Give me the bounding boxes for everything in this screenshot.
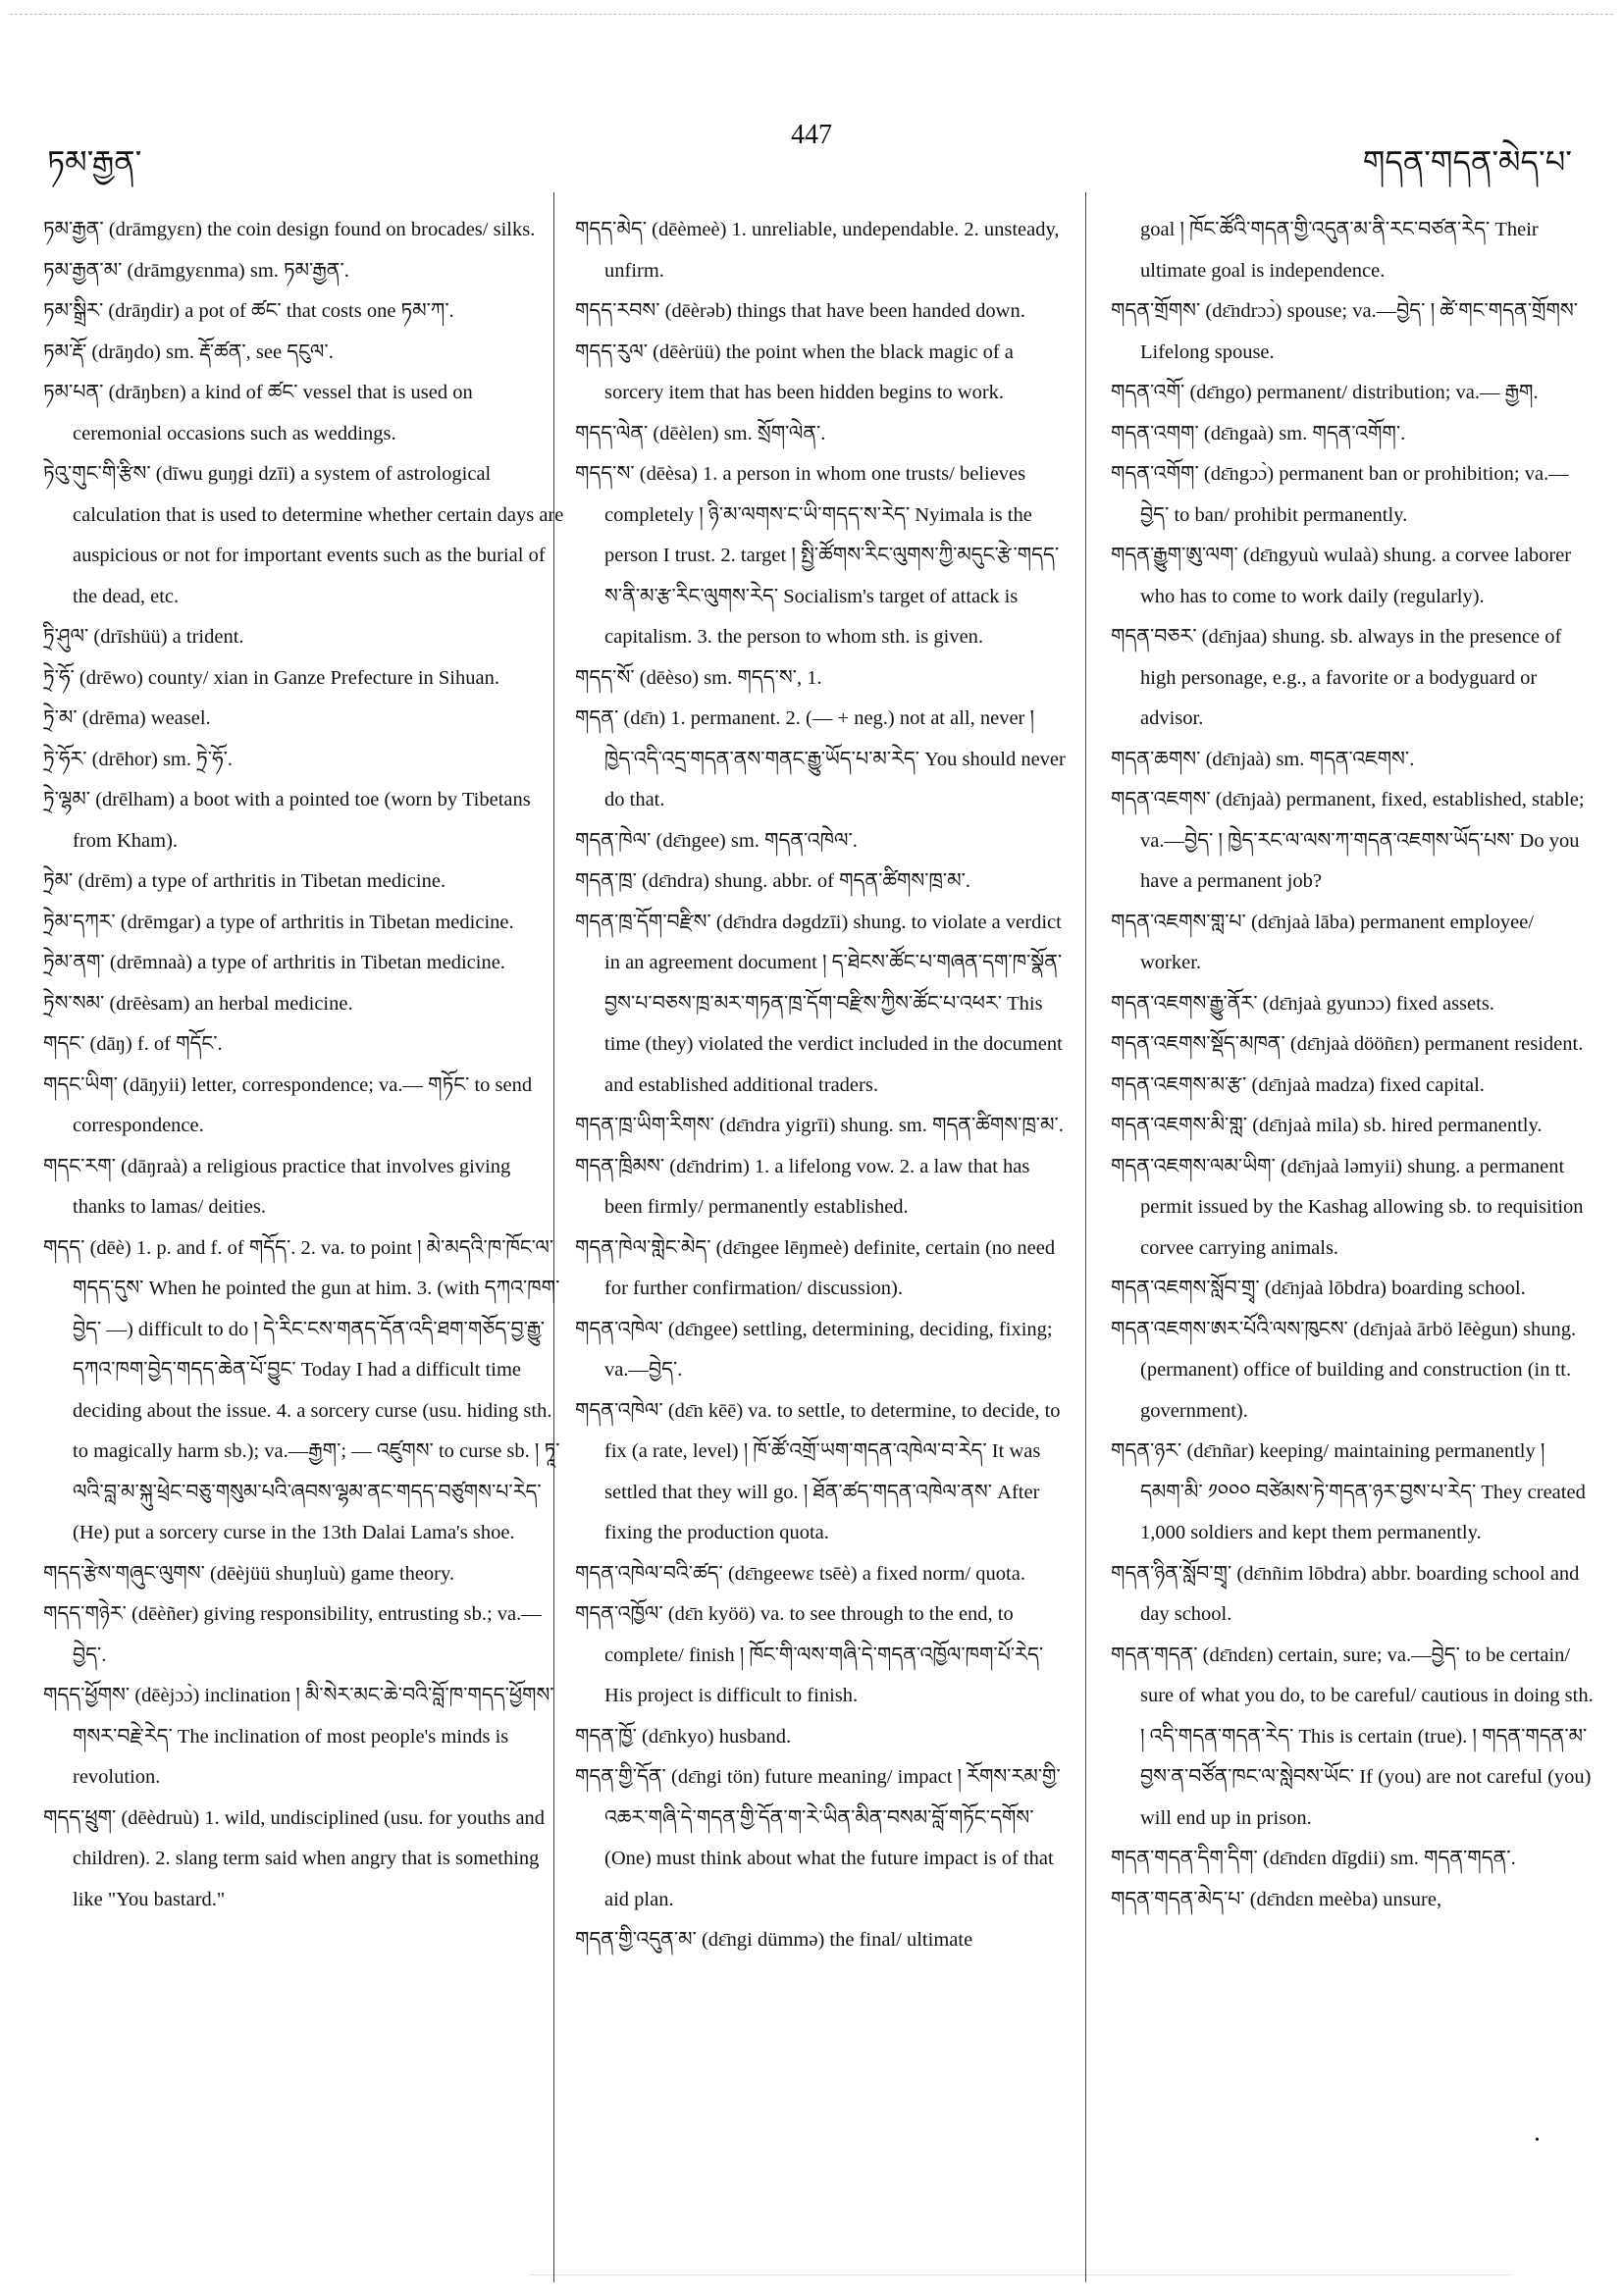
dictionary-entry: གདད་གཉེར་ (dēèñer) giving responsibility, entrusting sb.; va.—བྱེད་. (43, 1603, 542, 1666)
dictionary-entry: གདན་ཉིན་སློབ་གྲྭ་ (dɛ̄nñim lōbdra) abbr. boarding school and day school. (1111, 1562, 1580, 1625)
column-divider (1085, 192, 1086, 2282)
dictionary-entry: ཏྲེམ་ (drēm) a type of arthritis in Tibetan medicine. (43, 870, 446, 892)
dictionary-entry: གདན་ཁྲིམས་ (dɛ̄ndrim) 1. a lifelong vow. 2. a law that has been firmly/ permanently established. (575, 1155, 1030, 1218)
dictionary-entry: ཏམ་པན་ (drāŋbɛn) a kind of ཚང་ vessel that is used on ceremonial occasions such as weddings. (43, 382, 473, 444)
dictionary-entry: གདན་གདན་ (dɛ̄ndɛn) certain, sure; va.—བྱེད་ to be certain/ sure of what you do, to be careful/ cautious in doing sth. ། འདི་གདན་གདན་རེད་ This is certain (true). ། གདན་གདན་མ་བྱས་ན་བཙོན་ཁང་ལ་སླེབས་ཡོང་ If (you) are not careful (you) will end up in prison. (1111, 1644, 1594, 1829)
dictionary-entry: གདན་འཁེལ་ (dɛ̄n kēē) va. to settle, to determine, to decide, to fix (a rate, level) ། ཁོ་ཚོ་འགྲོ་ཡག་གདན་འཁེལ་བ་རེད་ It was settled that they will go. ། ཐོན་ཚད་གདན་འཁེལ་ནས་ After fixing the production quota. (575, 1399, 1061, 1543)
page-number: 447 (791, 120, 832, 150)
dictionary-entry: གདན་ཁྲ་དོག་བརྫིས་ (dɛ̄ndra dəgdzīi) shung. to violate a verdict in an agreement document ། ད་ཐེངས་ཚོང་པ་གཞན་དག་ཁ་སྣོན་བྱས་པ་བཅས་ཁྲ་མར་གཏན་ཁྲ་དོག་བརྫིས་ཀྱིས་ཚོང་པ་འཕར་ This time (they) violated the verdict included in the document and established additional traders. (575, 911, 1063, 1096)
dictionary-entry: གདན་འགོག་ (dɛ̄ngɔɔ̀) permanent ban or prohibition; va.—བྱེད་ to ban/ prohibit permanently. (1111, 463, 1569, 526)
dictionary-entry: གདན་འགག་ (dɛ̄ngaà) sm. གདན་འགོག་. (1111, 422, 1406, 444)
dictionary-entry: གདན་ཁེལ་གླེང་མེད་ (dɛ̄ngee lēŋmeè) definite, certain (no need for further confirmation/ discussion). (575, 1236, 1056, 1299)
dictionary-entry: གདན་འཁེལ་ (dɛ̄ngee) settling, determining, deciding, fixing; va.—བྱེད་. (575, 1318, 1053, 1381)
dictionary-entry: ཏེའུ་གུང་གི་རྩིས་ (dīwu guŋgi dzīi) a system of astrological calculation that is used to determine whether certain days are auspicious or not for important events such as the burial of the dead, etc. (43, 463, 564, 607)
dictionary-entry: གདན་གདན་དིག་དིག་ (dɛ̄ndɛn dīgdii) sm. གདན་གདན་. (1111, 1848, 1516, 1869)
dictionary-entry: གདན་ཉར་ (dɛ̄nñar) keeping/ maintaining permanently ། དམག་མི་ ༡༠༠༠ བཙེམས་ཏེ་གདན་ཉར་བྱས་པ་རེད་ They created 1,000 soldiers and kept them permanently. (1111, 1440, 1586, 1543)
dictionary-entry: གདན་གྱི་དོན་ (dɛ̄ngi tön) future meaning/ impact ། རོགས་རམ་གྱི་འཆར་གཞི་དེ་གདན་གྱི་དོན་ག་རེ་ཡིན་མིན་བསམ་བློ་གཏོང་དགོས་ (One) must think about what the future impact is of that aid plan. (575, 1766, 1061, 1910)
dictionary-entry: གདན་བཅར་ (dɛ̄njaa) shung. sb. always in the presence of high personage, e.g., a favorite or a bodyguard or advisor. (1111, 626, 1562, 729)
dictionary-entry: གདན་འཇགས་ལམ་ཡིག་ (dɛ̄njaà ləmyii) shung. a permanent permit issued by the Kashag allowing sb. to requisition corvee carrying animals. (1111, 1155, 1584, 1259)
dictionary-entry: གདན་འཁེལ་བའི་ཚད་ (dɛ̄ngeewɛ tsēè) a fixed norm/ quota. (575, 1562, 1025, 1585)
dictionary-entry: གདན་འཇགས་ (dɛ̄njaà) permanent, fixed, established, stable; va.—བྱེད་ ། ཁྱེད་རང་ལ་ལས་ཀ་གདན་འཇགས་ཡོད་པས་ Do you have a permanent job? (1111, 789, 1585, 892)
dictionary-entry: ཏྲེམ་ནག་ (drēmnaà) a type of arthritis in Tibetan medicine. (43, 952, 505, 973)
dictionary-entry: གདད་ས་ (dēèsa) 1. a person in whom one trusts/ believes completely ། ཉི་མ་ལགས་ང་ཡི་གདད་ས་རེད་ Nyimala is the person I trust. 2. target ། སྤྱི་ཚོགས་རིང་ལུགས་ཀྱི་མདུང་རྩེ་གདད་ས་ནི་མ་རྩ་རིང་ལུགས་རེད་ Socialism's target of attack is capitalism. 3. the person to whom sth. is given. (575, 463, 1060, 648)
dictionary-entry: གདན་གྲོགས་ (dɛ̄ndrɔɔ̀) spouse; va.—བྱེད་ ། ཚེ་གང་གདན་གྲོགས་ Lifelong spouse. (1111, 300, 1579, 363)
dictionary-column-1 (43, 210, 565, 2261)
dictionary-entry: གདད་རུལ་ (dēèrüü) the point when the black magic of a sorcery item that has been hidden begins to work. (575, 340, 1014, 403)
dictionary-entry: གདན་གྱི་འདུན་མ་ (dɛ̄ngi dümmə) the final/ ultimate (575, 1929, 973, 1951)
dictionary-entry: གདན་འཇགས་སློབ་གྲྭ་ (dɛ̄njaà lōbdra) boarding school. (1111, 1278, 1526, 1299)
dictionary-entry: goal ། ཁོང་ཚོའི་གདན་གྱི་འདུན་མ་ནི་རང་བཙན་རེད་ Their ultimate goal is independence. (1140, 219, 1539, 282)
dictionary-entry: གདང་ (dāŋ) f. of གདོང་. (43, 1033, 223, 1055)
dictionary-entry: གདད་ཕྲུག་ (dēèdruù) 1. wild, undisciplined (usu. for youths and children). 2. slang term said when angry that is something like "You bastard." (43, 1806, 546, 1910)
dictionary-entry: གདད་ལེན་ (dēèlen) sm. སྲོག་ལེན་. (575, 422, 826, 444)
dictionary-entry: གདན་འཇགས་མ་རྩ་ (dɛ̄njaà madza) fixed capital. (1111, 1073, 1485, 1096)
dictionary-entry: གདན་ཁྲ་ཡིག་རིགས་ (dɛ̄ndra yigrīi) shung. sm. གདན་ཚིགས་ཁྲ་མ་. (575, 1115, 1064, 1136)
dictionary-entry: ཏྲེས་སམ་ (drēèsam) an herbal medicine. (43, 992, 353, 1015)
dictionary-entry: གདན་འཁྱོལ་ (dɛ̄n kyöö) va. to see through to the end, to complete/ finish ། ཁོང་གི་ལས་གཞི་དེ་གདན་འཁྱོལ་ཁག་པོ་རེད་ His project is difficult to finish. (575, 1603, 1044, 1706)
dictionary-entry: གདན་ (dɛ̄n) 1. permanent. 2. (— + neg.) not at all, never ། ཁྱེད་འདི་འདྲ་གདན་ནས་གནང་རྒྱུ་ཡོད་པ་མ་རེད་ You should never do that. (575, 707, 1066, 810)
dictionary-entry: གདན་ཆགས་ (dɛ̄njaà) sm. གདན་འཇགས་. (1111, 748, 1415, 770)
dictionary-entry: གདན་ཁེལ་ (dɛ̄ngee) sm. གདན་འཁེལ་. (575, 829, 858, 852)
dictionary-entry: ཏྲེ་མ་ (drēma) weasel. (43, 707, 211, 729)
dictionary-entry: གདད་རྩེས་གཞུང་ལུགས་ (dēèjüü shuŋluù) game theory. (43, 1562, 455, 1585)
dictionary-entry: གདན་རྒྱུག་ཨུ་ལག་ (dɛ̄ngyuù wulaà) shung. a corvee laborer who has to come to work daily (regularly). (1111, 545, 1572, 607)
dictionary-entry: གདད་མེད་ (dēèmeè) 1. unreliable, undependable. 2. unsteady, unfirm. (575, 219, 1060, 282)
dictionary-entry: ཏྲེ་ཧོར་ (drēhor) sm. ཏྲེ་ཧོ་. (43, 748, 234, 770)
dictionary-entry: ཏྲི་ཤུལ་ (drīshüü) a trident. (43, 626, 244, 648)
dictionary-column-2 (575, 210, 1066, 2261)
dictionary-entry: ཏྲེམ་དཀར་ (drēmgar) a type of arthritis in Tibetan medicine. (43, 911, 514, 933)
dictionary-entry: གདན་འཇགས་རྒྱུ་ནོར་ (dɛ̄njaà gyunɔɔ) fixed assets. (1111, 992, 1494, 1015)
dictionary-entry: གདད་ (dēè) 1. p. and f. of གདོད་. 2. va. to point ། མེ་མདའི་ཁ་ཁོང་ལ་གདད་དུས་ When he pointed the gun at him. 3. (with དཀའ་ཁག་བྱེད་ —) difficult to do ། དེ་རིང་ངས་གནད་དོན་འདི་ཐག་གཅོད་བྱ་རྒྱུ་དཀའ་ཁག་བྱེད་གདད་ཆེན་པོ་བྱུང་ Today I had a difficult time deciding about the issue. 4. a sorcery curse (usu. hiding sth. to magically harm sb.); va.—རྒྱག་; — འཛུགས་ to curse sb. ། ཏཱ་ལའི་བླ་མ་སྐུ་ཕྲེང་བཅུ་གསུམ་པའི་ཞབས་ལྷམ་ནང་གདད་བཙུགས་པ་རེད་ (He) put a sorcery curse in the 13th Dalai Lama's shoe. (43, 1236, 560, 1543)
dictionary-entry: ཏམ་རྒྱན་ (drāmgyɛn) the coin design found on brocades/ silks. (43, 219, 536, 240)
dictionary-entry: གདང་རག་ (dāŋraà) a religious practice that involves giving thanks to lamas/ deities. (43, 1155, 511, 1218)
dictionary-entry: གདན་འཇགས་གླ་པ་ (dɛ̄njaà lāba) permanent employee/ worker. (1111, 911, 1535, 973)
dictionary-entry: གདད་ཕྱོགས་ (dēèjɔɔ̀) inclination ། མི་སེར་མང་ཆེ་བའི་བློ་ཁ་གདད་ཕྱོགས་གསར་བརྗེ་རེད་ The inclination of most people's minds is revolution. (43, 1685, 554, 1788)
dictionary-entry: གདན་འཇགས་མི་གླ་ (dɛ̄njaà mila) sb. hired permanently. (1111, 1115, 1543, 1136)
header-left-guideword: ཏམ་རྒྱན་ (47, 143, 142, 181)
page-top-rule (10, 14, 1613, 15)
dictionary-entry: གདན་ཁྲ་ (dɛ̄ndra) shung. abbr. of གདན་ཚིགས་ཁྲ་མ་. (575, 870, 971, 892)
page-bottom-rule (530, 2274, 1511, 2275)
dictionary-entry: གདན་འཇགས་ཨར་པོའི་ལས་ཁུངས་ (dɛ̄njaà ārbö lēègun) shung. (permanent) office of building and construction (in tt. government). (1111, 1318, 1577, 1422)
dictionary-entry: ཏམ་རྒྱན་མ་ (drāmgyɛnma) sm. ཏམ་རྒྱན་. (43, 259, 349, 282)
dictionary-entry: ཏྲེ་ཧོ་ (drēwo) county/ xian in Ganze Prefecture in Sihuan. (43, 666, 499, 689)
dictionary-entry: ཏམ་སྒྲིར་ (drāŋdir) a pot of ཚང་ that costs one ཏམ་ཀ་. (43, 300, 454, 322)
dictionary-entry: གདན་འགོ་ (dɛ̄ngo) permanent/ distribution; va.— རྒྱག. (1111, 382, 1539, 403)
dictionary-entry: གདང་ཡིག་ (dāŋyii) letter, correspondence; va.— གཏོང་ to send correspondence. (43, 1073, 533, 1136)
dictionary-column-3 (1111, 210, 1594, 2261)
header-right-guideword: གདན་གདན་མེད་པ་ (1362, 143, 1572, 181)
dictionary-entry: གདན་ཁྱོ་ (dɛ̄nkyo) husband. (575, 1725, 792, 1748)
dictionary-entry: གདན་འཇགས་སྡོད་མཁན་ (dɛ̄njaà dööñɛn) permanent resident. (1111, 1033, 1584, 1055)
dictionary-entry: ཏམ་རྡོ་ (drāŋdo) sm. རྡོ་ཚན་, see དངུལ་. (43, 340, 334, 363)
stray-dot: • (1535, 2133, 1540, 2148)
dictionary-entry: གདན་གདན་མེད་པ་ (dɛ̄ndɛn meèba) unsure, (1111, 1888, 1442, 1910)
page-header (0, 116, 1623, 181)
dictionary-entry: གདད་རབས་ (dēèrəb) things that have been handed down. (575, 300, 1025, 322)
dictionary-entry: གདད་སོ་ (dēèso) sm. གདད་ས་, 1. (575, 666, 822, 689)
dictionary-entry: ཏྲེ་ལྷམ་ (drēlham) a boot with a pointed toe (worn by Tibetans from Kham). (43, 789, 531, 852)
